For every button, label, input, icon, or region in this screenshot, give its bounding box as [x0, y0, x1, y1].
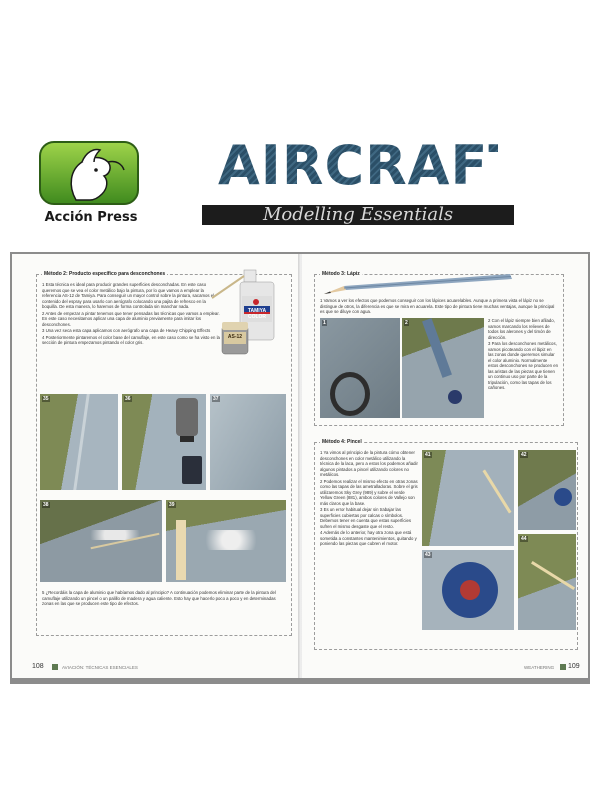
folio-marker: [560, 664, 566, 670]
method-2-bottom-text: 5 ¿Recordáis la capa de aluminio que habíamos dado al principio? A continuación podemos eliminar parte de la pintura del camuflaje utilizando un pincel o un palillo de madera y agua caliente. Esto hay que hacerlo poco a poco y en determinadas zonas en las que se producen este tipo de efectos.: [42, 590, 276, 606]
step-photo-41: [422, 450, 514, 546]
jar-label: AS-12: [227, 334, 243, 340]
right-page: [302, 254, 588, 678]
left-page: [12, 254, 300, 678]
step-photo-44: [518, 534, 576, 630]
method-4-title: Método 4: Pincel: [322, 439, 362, 445]
step-photo-pencil-2: [402, 318, 484, 418]
method-4-text: [320, 450, 418, 644]
publisher-name: Acción Press: [44, 210, 138, 225]
photo-number: 39: [169, 502, 175, 508]
photo-number: 2: [405, 320, 408, 326]
paragraph: 3 Es un error habitual dejar sin trabajar las superficies cubiertas por calcas o símbolos. Debemos tener en cuenta que estas superficies sufren el mismo desgaste que el resto.: [320, 507, 412, 529]
photo-number: 1: [323, 320, 326, 326]
paragraph: 4 Posteriormente pintaremos el color base del camuflaje, en este caso como se ha visto en la sección de pintura empezamos pintando el color gris.: [42, 334, 220, 345]
step-photo-39: [166, 500, 286, 582]
method-3-intro: 1 Vamos a ver los efectos que podemos conseguir con los lápices acuarelables. Aunque a primera vista el lápiz no se distingue de otros, la diferencia es que se mira en acuarela. Este tipo de pintura tiene muchas ventajas, aunque la principal es que se diluye con agua.: [320, 298, 555, 314]
paragraph: 2 Antes de empezar a pintar tenemos que tener pensadas las técnicas que vamos a emplear. En este caso necesitamos aplicar una capa de aluminio previamente para imitar los desconchones.: [42, 310, 220, 327]
step-photo-42: [518, 450, 576, 530]
photo-number: 38: [43, 502, 49, 508]
accion-press-logo: [38, 140, 140, 206]
step-photo-35: [40, 394, 118, 490]
spray-label: TAMIYA COLOR: [247, 308, 267, 320]
paragraph: 2 Con el lápiz siempre bien afilado, vamos marcando los relieves de todos los alerones y del timón de dirección.: [488, 318, 555, 340]
method-3-steps: [488, 318, 558, 420]
step-photo-pencil-1: [320, 318, 400, 418]
step-photo-37: [210, 394, 286, 490]
photo-number: 43: [425, 552, 431, 558]
folio-section-right: WEATHERING: [524, 665, 555, 670]
watercolor-pencil-photo: [320, 272, 520, 296]
method-2-title: Método 2: Producto específico para desconchones: [44, 271, 166, 277]
step-photo-38: [40, 500, 162, 582]
folio-marker: [52, 664, 58, 670]
magazine-subtitle: Modelling Essentials: [262, 204, 454, 225]
paragraph: 3 Una vez seca esta capa aplicamos con aerógrafo una capa de Heavy Chipping Effects: [42, 328, 211, 333]
photo-number: 41: [425, 452, 431, 458]
folio-section-left: AVIACIÓN: TÉCNICAS ESENCIALES: [62, 665, 138, 670]
paragraph: 2 Podemos realizar el mismo efecto en otras zonas como las tapas de las ametralladoras. Sobre el gris utilizaremos Sky Grey (989) y sobre el verde Yellow Green (881), ambos colores de Vallejo son más claros que la base.: [320, 478, 418, 506]
magazine-spread: [10, 252, 590, 684]
paragraph: 1 Ya vimos al principio de la pintura cómo obtener desconchones en color metálico utilizando la técnica de la laca, pero a estos los podemos añadir algunos pintados a pincel utilizando colores no metálicos.: [320, 450, 418, 477]
method-3-title: Método 3: Lápiz: [322, 271, 360, 277]
page-number-left: 108: [32, 663, 44, 670]
paragraph: 3 Para los desconchones metálicos, vamos picoteando con el lápiz en las zonas donde queremos simular el color aluminio. Normalmente estos desconchones se producen en las aristas de las piezas que tienen un continuo uso por parte de la tripulación, como las tapas de los cañones.: [488, 341, 558, 390]
step-photo-43: [422, 550, 514, 630]
method-2-intro: [42, 282, 222, 372]
photo-number: 37: [213, 396, 219, 402]
page-number-right: 109: [568, 663, 580, 670]
photo-number: 36: [125, 396, 131, 402]
step-photo-36: [122, 394, 206, 490]
paragraph: 4 Además de lo anterior, hay otra zona que está sometida a constantes mantenimientos, quitando y poniendo las piezas que cubren el motor.: [320, 530, 417, 546]
paragraph: 1 Esta técnica es ideal para producir grandes superficies desconchadas. En este caso queremos que se vea el color metálico bajo la pintura, por lo que vamos a emplear la referencia AS-12 de Tamiya. Para conseguir un mayor control sobre la pintura, sacamos el contenido del espray para usarlo con aerógrafo colocando una pajita de refresco en la boquilla. De esta manera, lo haremos de forma controlada sin manchar nada.: [42, 282, 215, 309]
tamiya-spray-photo: [208, 266, 288, 364]
photo-number: 35: [43, 396, 49, 402]
photo-number: 44: [521, 536, 527, 542]
magazine-title: AIRCRAFT: [218, 134, 527, 197]
photo-number: 42: [521, 452, 527, 458]
